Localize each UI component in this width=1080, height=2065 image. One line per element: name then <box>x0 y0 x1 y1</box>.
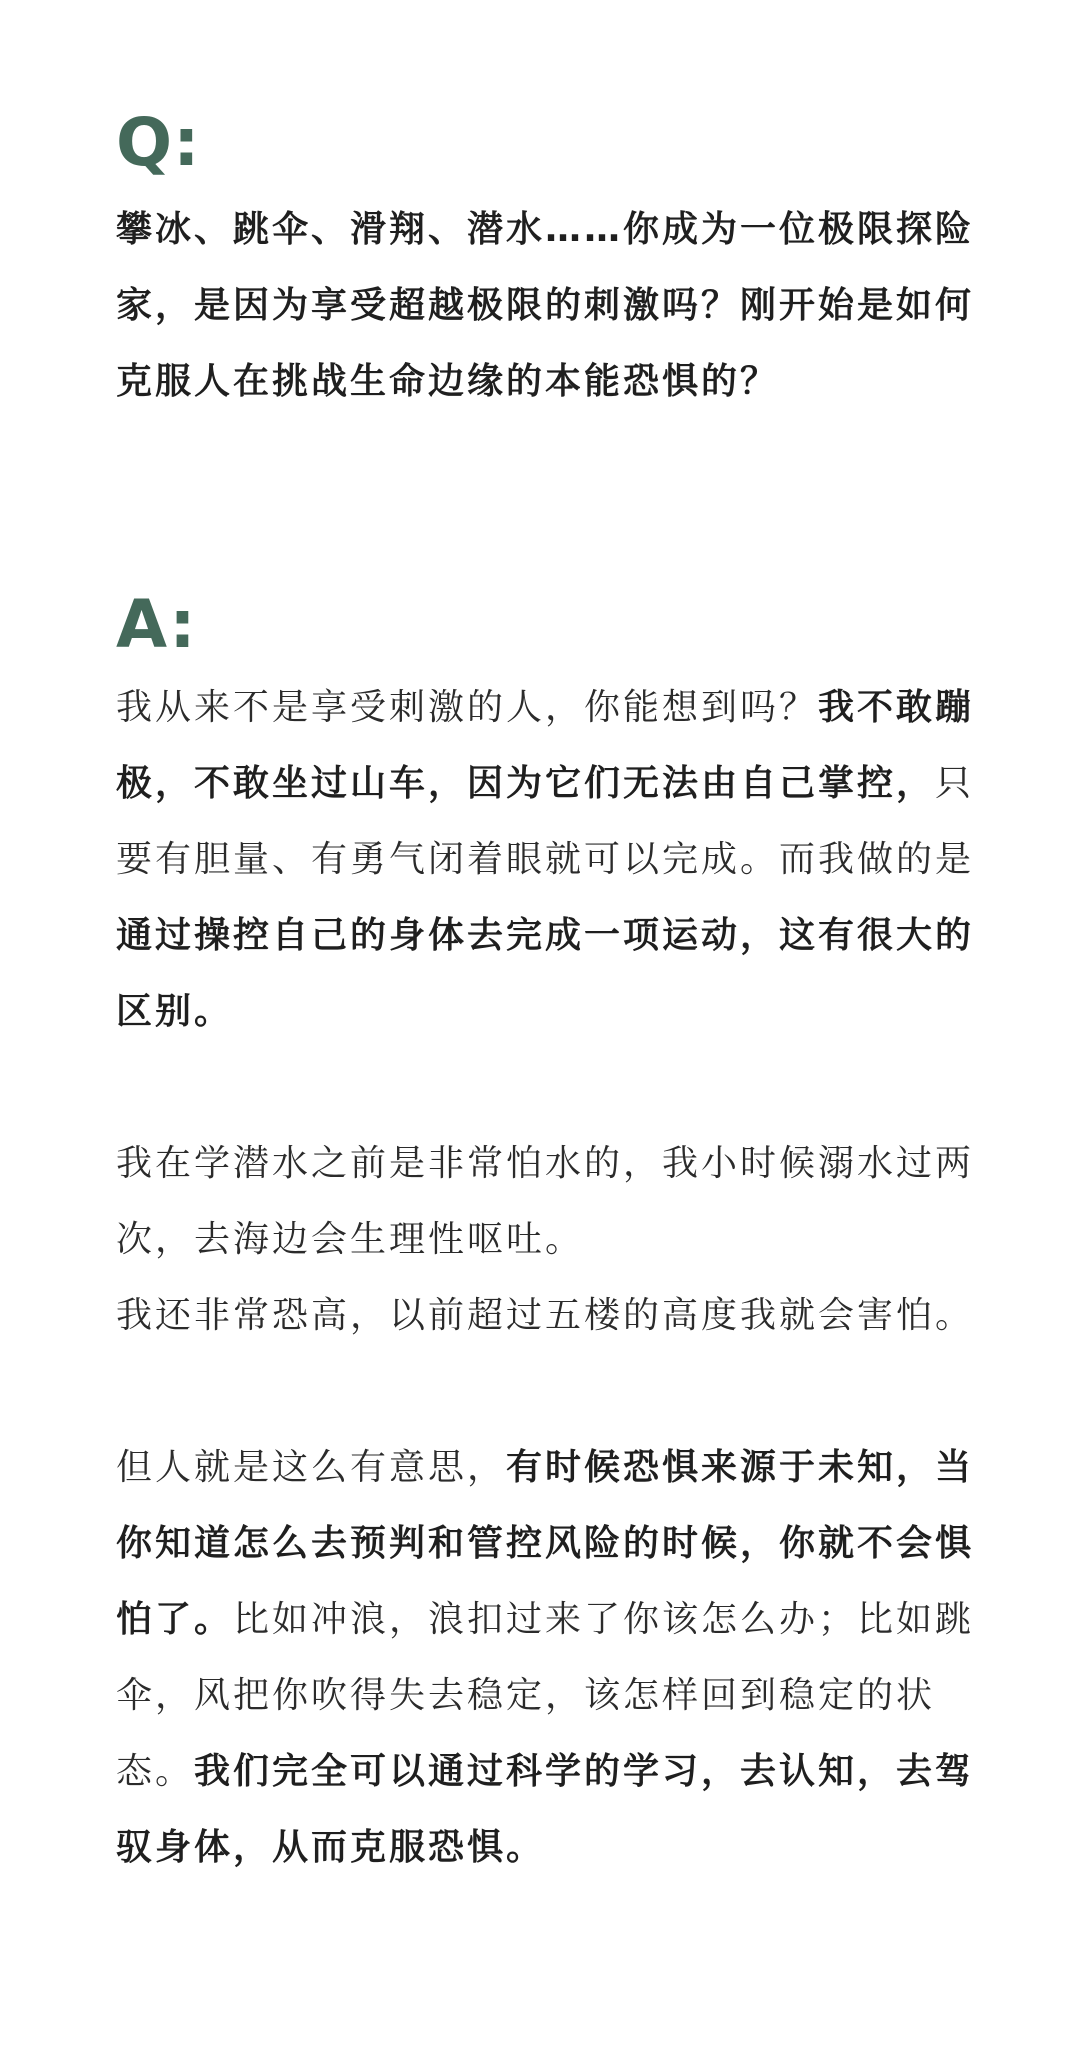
answer-p4-bold-2: 我们完全可以通过科学的学习，去认知，去驾驭身体，从而克服恐惧。 <box>116 1751 975 1868</box>
answer-p1-bold-1: 我不敢蹦极，不敢坐过山车，因为它们无法由自己掌控， <box>116 687 975 804</box>
answer-paragraph-1 <box>116 670 996 1050</box>
paragraph-gap <box>116 1050 996 1126</box>
answer-body <box>116 670 996 1886</box>
answer-p1-text-1: 我从来不是享受刺激的人，你能想到吗？ <box>116 687 819 728</box>
answer-marker: A: <box>116 586 197 663</box>
answer-p1-bold-2: 通过操控自己的身体去完成一项运动，这有很大的区别。 <box>116 915 975 1032</box>
answer-paragraph-4 <box>116 1430 996 1886</box>
question-marker: Q: <box>116 104 201 181</box>
question-text: 攀冰、跳伞、滑翔、潜水……你成为一位极限探险家，是因为享受超越极限的刺激吗？刚开始是如何克服人在挑战生命边缘的本能恐惧的？ <box>116 209 975 402</box>
paragraph-gap <box>116 1354 996 1430</box>
answer-p1-text-2: 只要有胆量、有勇气闭着眼就可以完成。而我做的是 <box>116 763 975 880</box>
answer-p4-text-1: 但人就是这么有意思， <box>116 1447 507 1488</box>
answer-paragraph-3: 我还非常恐高，以前超过五楼的高度我就会害怕。 <box>116 1295 975 1336</box>
answer-p4-bold-1: 有时候恐惧来源于未知，当你知道怎么去预判和管控风险的时候，你就不会惧怕了。 <box>116 1447 975 1640</box>
answer-paragraph-2: 我在学潜水之前是非常怕水的，我小时候溺水过两次，去海边会生理性呕吐。 <box>116 1143 975 1260</box>
answer-p4-text-2: 比如冲浪，浪扣过来了你该怎么办；比如跳伞，风把你吹得失去稳定，该怎样回到稳定的状态。 <box>116 1599 975 1792</box>
